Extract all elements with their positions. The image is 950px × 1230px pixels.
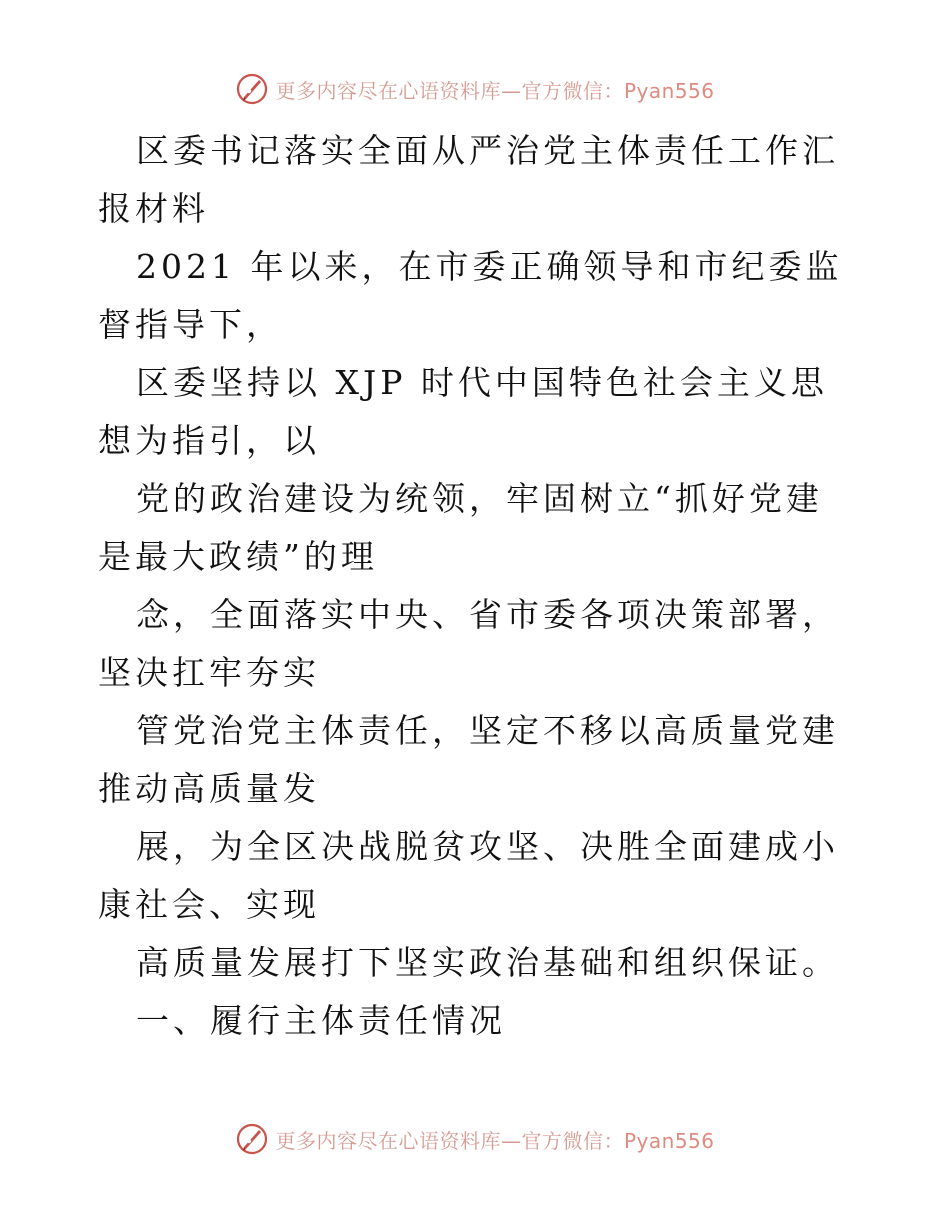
paragraph-line: 展，为全区决战脱贫攻坚、决胜全面建成小康社会、实现: [98, 827, 839, 924]
quill-logo-icon: [235, 72, 269, 106]
section-heading: 一、履行主体责任情况: [136, 1001, 506, 1040]
paragraph-line: 管党治党主体责任，坚定不移以高质量党建推动高质量发: [98, 711, 839, 808]
paragraph-line: 高质量发展打下坚实政治基础和组织保证。: [136, 943, 839, 982]
document-title: 区委书记落实全面从严治党主体责任工作汇报材料: [98, 131, 839, 228]
document-body: [98, 122, 858, 1050]
header-watermark: [0, 72, 950, 106]
paragraph-line: 区委坚持以 XJP 时代中国特色社会主义思想为指引，以: [98, 363, 828, 460]
watermark-text: 更多内容尽在心语资料库—官方微信：Pyan556: [275, 78, 715, 103]
paragraph-line: 党的政治建设为统领，牢固树立“抓好党建是最大政绩”的理: [98, 479, 823, 576]
watermark-text: 更多内容尽在心语资料库—官方微信：Pyan556: [275, 1128, 715, 1153]
footer-watermark: [0, 1122, 950, 1156]
quill-logo-icon: [235, 1122, 269, 1156]
paragraph-line: 2021 年以来，在市委正确领导和市纪委监督指导下，: [98, 247, 843, 344]
paragraph-line: 念，全面落实中央、省市委各项决策部署，坚决扛牢夯实: [98, 595, 839, 692]
